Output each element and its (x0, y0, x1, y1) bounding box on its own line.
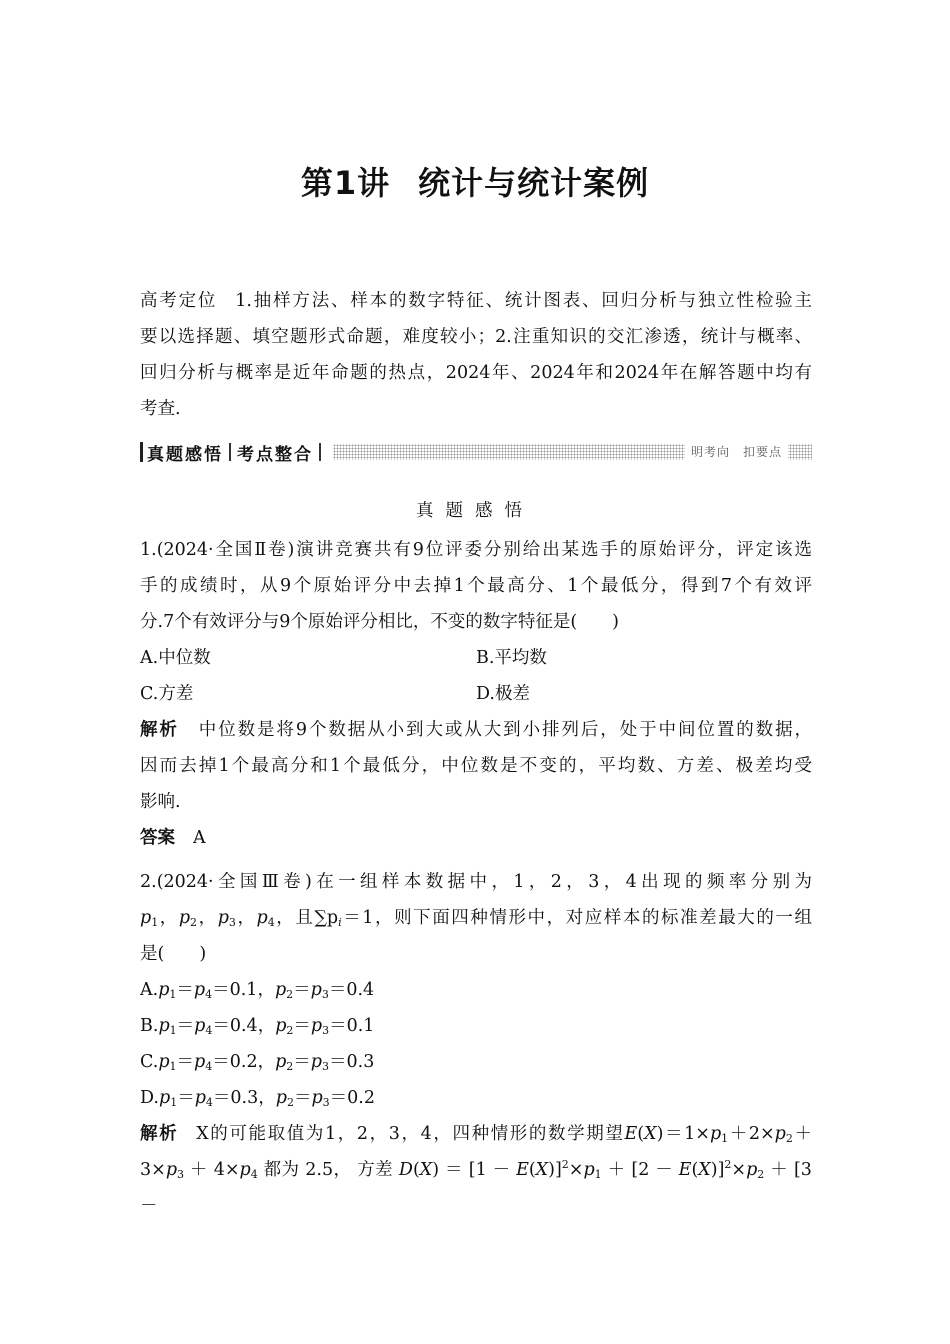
banner-dotted-strip (333, 444, 812, 460)
q1-options-row-1 (140, 640, 812, 676)
banner-label-1: 真题感悟 (147, 444, 223, 465)
q2-analysis-line-1: 解析 X的可能取值为1，2，3，4，四种情形的数学期望$E(X)=1\times p_1+2\times p_2+$ (140, 1124, 812, 1145)
q2-analysis-label: 解析 (140, 1124, 179, 1144)
q1-analysis-label: 解析 (140, 720, 179, 740)
q1-options-row-2 (140, 676, 812, 712)
question-1: 1.(2024·全国Ⅱ卷)演讲竞赛共有9位评委分别给出某选手的原始评分，评定该选 手的成绩时，从9个原始评分中去掉1个最高分、1个最低分，得到7个有效评 分.7个有效评分与9个原始评分相比，不变的数字特征是( ) A.中位数 B.平均数 C.方差 D.极差 解析 中位数是将9个数据从小到大或从大到小排列后，处于中间位置的数据， 因而去掉1个最高分和1个最低分，中位数是不变的，平均数、方差、极差均受 影响. 答案 A (140, 540, 813, 848)
q1-option-a: A.中位数 (140, 648, 211, 668)
section-banner (140, 440, 812, 464)
q1-answer-label: 答案 (140, 828, 175, 848)
intro-paragraph: 高考定位 1.抽样方法、样本的数字特征、统计图表、回归分析与独立性检验主 要以选择题、填空题形式命题，难度较小；2.注重知识的交汇渗透，统计与概率、 回归分析与概率是近年命题的热点，2024年、2024年和2024年在解答题中均有 考查. (140, 291, 812, 419)
q1-option-d: D.极差 (476, 684, 530, 704)
q2-option-b: $B.p_1=p_4=0.4$，$p_2=p_3=0.1$ (140, 1016, 375, 1037)
section-title: 真题感悟 (416, 501, 534, 521)
banner-right-text: 明考向 扣要点 (685, 443, 788, 461)
q1-option-c: C.方差 (140, 684, 194, 704)
question-2: 2.(2024·全国Ⅲ卷)在一组样本数据中，1，2，3，4出现的频率分别为 $p_1$，$p_2$，$p_3$，$p_4$，且$\sum p_i=1$，则下面四种情形中，对应样本的标准差最大的一组 是( ) $A.p_1=p_4=0.1$，$p_2=p_3=0.4$ $B.p_1=p_4=0.4$，$p_2=p_3=0.1$ $C.p_1=p_4=0.2$，$p_2=p_3=0.3$ $D.p_1=p_4=0.3$，$p_2=p_3=0.2$ 解析 X的可能取值为1，2，3，4，四种情形的数学期望$E(X)=1\times p_1+2\times p_2+$ $3\times p_3 + 4\times p_4$ 都为 2.5， 方差 $D(X) = [1 - E(X)]^2\times p_1 + [2 - E(X)]^2\times p_2 + [3$ － (140, 864, 812, 1224)
q2-option-d: $D.p_1=p_4=0.3$，$p_2=p_3=0.2$ (140, 1088, 375, 1109)
q2-option-a: $A.p_1=p_4=0.1$，$p_2=p_3=0.4$ (140, 980, 375, 1001)
banner-label-2: 考点整合 (237, 444, 313, 465)
page-title: 第1讲 统计与统计案例 (300, 164, 650, 202)
q1-answer: A (193, 828, 206, 848)
q2-option-c: $C.p_1=p_4=0.2$，$p_2=p_3=0.3$ (140, 1052, 375, 1073)
q2-analysis-line-2: $3\times p_3 + 4\times p_4$ 都为 2.5， 方差 $D(X) = [1 - E(X)]^2\times p_1 + [2 - E(X)]^2\times p_2 + [3$ － (140, 1158, 812, 1216)
intro-label: 高考定位 (140, 291, 218, 311)
q1-option-b: B.平均数 (476, 648, 547, 668)
